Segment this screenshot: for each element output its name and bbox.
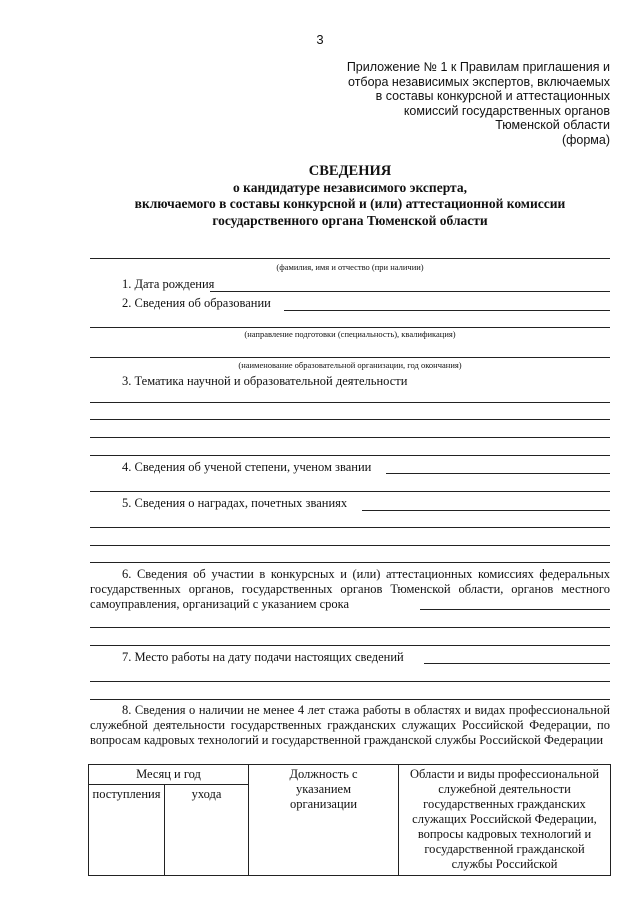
- appendix-header: [310, 60, 610, 147]
- birth-date-field[interactable]: [210, 291, 610, 292]
- title-subline: государственного органа Тюменской области: [212, 212, 488, 228]
- education-field[interactable]: [284, 310, 610, 311]
- position-header: Должность с указанием организации: [249, 765, 399, 876]
- appendix-line: комиссий государственных органов: [403, 103, 610, 118]
- topics-label: 3. Тематика научной и образовательной деятельности: [122, 374, 408, 388]
- org-caption: (наименование образовательной организации, год окончания): [238, 360, 462, 370]
- participation-field[interactable]: [420, 609, 610, 610]
- awards-label: 5. Сведения о наградах, почетных званиях: [122, 496, 348, 510]
- appendix-line: Тюменской области: [495, 118, 610, 132]
- workplace-field-line[interactable]: [90, 699, 610, 700]
- participation-field-line[interactable]: [90, 645, 610, 646]
- table-header-row: [89, 765, 611, 785]
- education-field-line[interactable]: [90, 327, 610, 328]
- topics-field-line[interactable]: [90, 419, 610, 420]
- entry-header: поступления: [89, 785, 165, 876]
- areas-header: Области и виды профессиональной служебной деятельности государственных гражданских служащих Российской Федерации, вопросы кадровых технологий и государственной гражданской службы Российской: [399, 765, 611, 876]
- awards-field[interactable]: [362, 510, 610, 511]
- workplace-label: 7. Место работы на дату подачи настоящих сведений: [122, 650, 404, 664]
- fio-line[interactable]: [90, 258, 610, 259]
- appendix-form-label: (форма): [561, 132, 610, 147]
- degree-field-line[interactable]: [90, 491, 610, 492]
- awards-field-line[interactable]: [90, 545, 610, 546]
- awards-field-line[interactable]: [90, 562, 610, 563]
- appendix-line: отбора независимых экспертов, включаемых: [348, 74, 610, 89]
- appendix-line: в составы конкурсной и аттестационных: [375, 89, 610, 103]
- exit-header: ухода: [165, 785, 249, 876]
- title-subline: о кандидатуре независимого эксперта,: [233, 179, 467, 195]
- document-title: [60, 163, 640, 229]
- title-heading: СВЕДЕНИЯ: [308, 163, 392, 179]
- birth-date-label: 1. Дата рождения: [122, 277, 215, 291]
- participation-field-line[interactable]: [90, 627, 610, 628]
- page-number: 3: [316, 32, 324, 47]
- appendix-line: Приложение № 1 к Правилам приглашения и: [346, 60, 610, 74]
- education-label: 2. Сведения об образовании: [122, 296, 271, 310]
- topics-field-line[interactable]: [90, 402, 610, 403]
- fio-caption: (фамилия, имя и отчество (при наличии): [276, 262, 424, 272]
- degree-label: 4. Сведения об ученой степени, ученом звании: [122, 460, 372, 474]
- title-subline: включаемого в составы конкурсной и (или) аттестационной комиссии: [134, 196, 566, 211]
- awards-field-line[interactable]: [90, 527, 610, 528]
- direction-caption: (направление подготовки (специальность), квалификация): [244, 329, 456, 339]
- experience-label: 8. Сведения о наличии не менее 4 лет стажа работы в областях и видах профессиональной служебной деятельности государственных гражданских служащих Российской Федерации, по вопросам кадровых технологий и государственной гражданской службы Российской Федерации: [90, 703, 610, 747]
- experience-table: [88, 764, 611, 876]
- topics-field-line[interactable]: [90, 437, 610, 438]
- workplace-field-line[interactable]: [90, 681, 610, 682]
- topics-field-line[interactable]: [90, 455, 610, 456]
- participation-label: 6. Сведения об участии в конкурсных и (или) аттестационных комиссиях федеральных государственных органов, государственных органов Тюменской области, органов местного самоуправления, организаций с указанием срока: [90, 567, 610, 611]
- education-org-line[interactable]: [90, 357, 610, 358]
- degree-field[interactable]: [386, 473, 610, 474]
- month-year-header: Месяц и год: [89, 765, 249, 785]
- workplace-field[interactable]: [424, 663, 610, 664]
